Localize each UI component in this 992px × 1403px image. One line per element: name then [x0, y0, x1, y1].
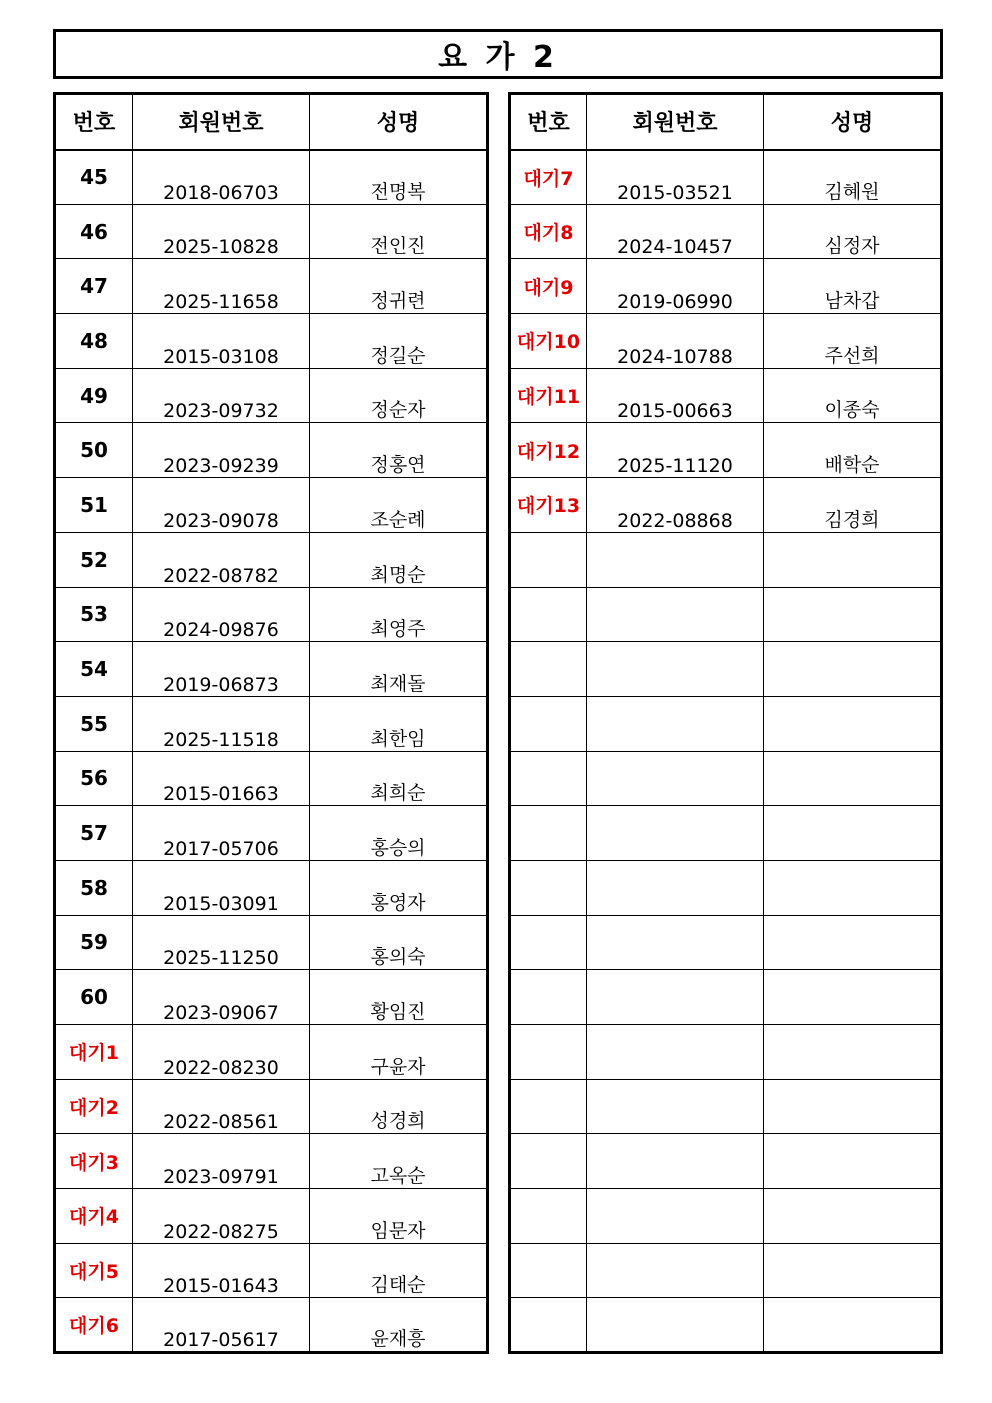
table-row [510, 915, 942, 970]
member-id: 2024-09876 [133, 587, 310, 642]
table-row [55, 642, 488, 697]
table-row [510, 970, 942, 1025]
page-title: 요 가 2 [438, 40, 558, 75]
row-number: 대기7 [510, 150, 587, 205]
row-number: 55 [55, 696, 133, 751]
member-id [587, 1079, 764, 1134]
member-name: 고옥순 [310, 1134, 488, 1189]
row-number [510, 587, 587, 642]
header-no: 번호 [55, 94, 133, 150]
member-id: 2015-03108 [133, 314, 310, 369]
table-row [510, 259, 942, 314]
member-id: 2018-06703 [133, 150, 310, 205]
member-name: 전인진 [310, 204, 488, 259]
member-name [764, 1025, 942, 1080]
member-id: 2023-09791 [133, 1134, 310, 1189]
member-name [764, 587, 942, 642]
member-name: 정귀련 [310, 259, 488, 314]
member-id: 2023-09078 [133, 478, 310, 533]
table-row [510, 1243, 942, 1298]
row-number [510, 1134, 587, 1189]
row-number [510, 696, 587, 751]
row-number: 대기2 [55, 1079, 133, 1134]
row-number [510, 860, 587, 915]
member-name: 정길순 [310, 314, 488, 369]
member-name: 홍의숙 [310, 915, 488, 970]
member-id: 2015-01643 [133, 1243, 310, 1298]
row-number [510, 532, 587, 587]
roster-table-left [53, 92, 489, 1354]
header-row [510, 94, 942, 150]
table-row [55, 1134, 488, 1189]
header-name: 성명 [310, 94, 488, 150]
table-row [55, 150, 488, 205]
table-row [510, 751, 942, 806]
roster-table-right [508, 92, 943, 1354]
table-row [510, 478, 942, 533]
member-id [587, 860, 764, 915]
member-id: 2025-11518 [133, 696, 310, 751]
row-number: 대기13 [510, 478, 587, 533]
row-number: 대기1 [55, 1025, 133, 1080]
member-name: 주선희 [764, 314, 942, 369]
member-id [587, 970, 764, 1025]
row-number: 대기3 [55, 1134, 133, 1189]
table-row [55, 970, 488, 1025]
member-id: 2017-05617 [133, 1298, 310, 1353]
row-number: 대기9 [510, 259, 587, 314]
member-id: 2023-09239 [133, 423, 310, 478]
header-row [55, 94, 488, 150]
member-id [587, 1243, 764, 1298]
row-number: 대기8 [510, 204, 587, 259]
row-number: 59 [55, 915, 133, 970]
member-name [764, 1243, 942, 1298]
row-number: 49 [55, 368, 133, 423]
row-number [510, 1189, 587, 1244]
member-name [764, 642, 942, 697]
table-row [55, 1298, 488, 1353]
member-id: 2022-08230 [133, 1025, 310, 1080]
table-row [55, 860, 488, 915]
member-id [587, 587, 764, 642]
row-number [510, 970, 587, 1025]
member-id: 2022-08782 [133, 532, 310, 587]
header-name: 성명 [764, 94, 942, 150]
row-number [510, 806, 587, 861]
member-name: 전명복 [310, 150, 488, 205]
member-id: 2024-10788 [587, 314, 764, 369]
member-name: 최재돌 [310, 642, 488, 697]
table-row [55, 1243, 488, 1298]
row-number: 대기4 [55, 1189, 133, 1244]
table-row [510, 314, 942, 369]
table-row [510, 204, 942, 259]
member-name: 조순례 [310, 478, 488, 533]
member-name: 김혜원 [764, 150, 942, 205]
member-name [764, 696, 942, 751]
member-id: 2019-06873 [133, 642, 310, 697]
member-id: 2015-00663 [587, 368, 764, 423]
member-name: 임문자 [310, 1189, 488, 1244]
member-id: 2025-11658 [133, 259, 310, 314]
row-number [510, 642, 587, 697]
table-row [510, 642, 942, 697]
table-row [510, 696, 942, 751]
row-number: 46 [55, 204, 133, 259]
member-name [764, 1189, 942, 1244]
member-name [764, 915, 942, 970]
member-name: 황임진 [310, 970, 488, 1025]
member-name: 남차갑 [764, 259, 942, 314]
row-number: 대기10 [510, 314, 587, 369]
table-row [510, 1134, 942, 1189]
row-number: 52 [55, 532, 133, 587]
row-number [510, 1298, 587, 1353]
member-id [587, 1134, 764, 1189]
row-number: 대기5 [55, 1243, 133, 1298]
member-id: 2025-11120 [587, 423, 764, 478]
table-row [510, 1025, 942, 1080]
table-row [510, 150, 942, 205]
member-id: 2015-03091 [133, 860, 310, 915]
table-row [55, 587, 488, 642]
member-name: 최명순 [310, 532, 488, 587]
table-row [510, 1189, 942, 1244]
member-id [587, 1298, 764, 1353]
member-name: 윤재흥 [310, 1298, 488, 1353]
member-name: 구윤자 [310, 1025, 488, 1080]
table-row [55, 368, 488, 423]
row-number [510, 1079, 587, 1134]
member-id: 2024-10457 [587, 204, 764, 259]
member-name: 심정자 [764, 204, 942, 259]
row-number: 47 [55, 259, 133, 314]
row-number [510, 1243, 587, 1298]
member-id [587, 751, 764, 806]
member-id [587, 915, 764, 970]
member-name: 최영주 [310, 587, 488, 642]
row-number [510, 1025, 587, 1080]
member-id: 2015-01663 [133, 751, 310, 806]
member-name: 배학순 [764, 423, 942, 478]
table-row [55, 915, 488, 970]
row-number: 대기12 [510, 423, 587, 478]
table-row [510, 1298, 942, 1353]
row-number: 대기6 [55, 1298, 133, 1353]
table-row [510, 860, 942, 915]
table-row [510, 1079, 942, 1134]
table-row [55, 1189, 488, 1244]
member-name [764, 1079, 942, 1134]
member-name: 김태순 [310, 1243, 488, 1298]
member-name: 홍영자 [310, 860, 488, 915]
row-number: 60 [55, 970, 133, 1025]
member-id: 2022-08868 [587, 478, 764, 533]
member-id: 2025-11250 [133, 915, 310, 970]
header-no: 번호 [510, 94, 587, 150]
table-row [510, 532, 942, 587]
header-member-id: 회원번호 [133, 94, 310, 150]
member-id: 2015-03521 [587, 150, 764, 205]
member-name: 이종숙 [764, 368, 942, 423]
row-number: 48 [55, 314, 133, 369]
table-row [510, 423, 942, 478]
member-id [587, 532, 764, 587]
member-name: 정홍연 [310, 423, 488, 478]
header-member-id: 회원번호 [587, 94, 764, 150]
member-id: 2017-05706 [133, 806, 310, 861]
member-name [764, 751, 942, 806]
member-id [587, 1189, 764, 1244]
table-row [510, 806, 942, 861]
row-number [510, 915, 587, 970]
table-row [55, 204, 488, 259]
row-number: 50 [55, 423, 133, 478]
table-row [55, 423, 488, 478]
member-id [587, 696, 764, 751]
member-id: 2025-10828 [133, 204, 310, 259]
member-name: 김경희 [764, 478, 942, 533]
table-row [55, 478, 488, 533]
table-row [55, 259, 488, 314]
row-number: 57 [55, 806, 133, 861]
member-id: 2022-08275 [133, 1189, 310, 1244]
table-row [55, 751, 488, 806]
table-row [55, 314, 488, 369]
member-id: 2019-06990 [587, 259, 764, 314]
row-number: 56 [55, 751, 133, 806]
member-name: 성경희 [310, 1079, 488, 1134]
member-name [764, 860, 942, 915]
row-number: 51 [55, 478, 133, 533]
table-row [55, 806, 488, 861]
member-name [764, 532, 942, 587]
member-name [764, 806, 942, 861]
table-row [55, 1079, 488, 1134]
table-row [510, 587, 942, 642]
member-name [764, 1134, 942, 1189]
member-name [764, 970, 942, 1025]
member-id [587, 806, 764, 861]
member-id: 2022-08561 [133, 1079, 310, 1134]
member-name: 정순자 [310, 368, 488, 423]
table-row [510, 368, 942, 423]
row-number: 대기11 [510, 368, 587, 423]
member-id [587, 642, 764, 697]
title-box [53, 29, 943, 79]
member-name: 최한임 [310, 696, 488, 751]
member-id: 2023-09067 [133, 970, 310, 1025]
member-name [764, 1298, 942, 1353]
row-number [510, 751, 587, 806]
row-number: 54 [55, 642, 133, 697]
member-name: 최희순 [310, 751, 488, 806]
member-id: 2023-09732 [133, 368, 310, 423]
member-name: 홍승의 [310, 806, 488, 861]
table-row [55, 532, 488, 587]
member-id [587, 1025, 764, 1080]
row-number: 53 [55, 587, 133, 642]
table-row [55, 696, 488, 751]
row-number: 58 [55, 860, 133, 915]
row-number: 45 [55, 150, 133, 205]
table-row [55, 1025, 488, 1080]
